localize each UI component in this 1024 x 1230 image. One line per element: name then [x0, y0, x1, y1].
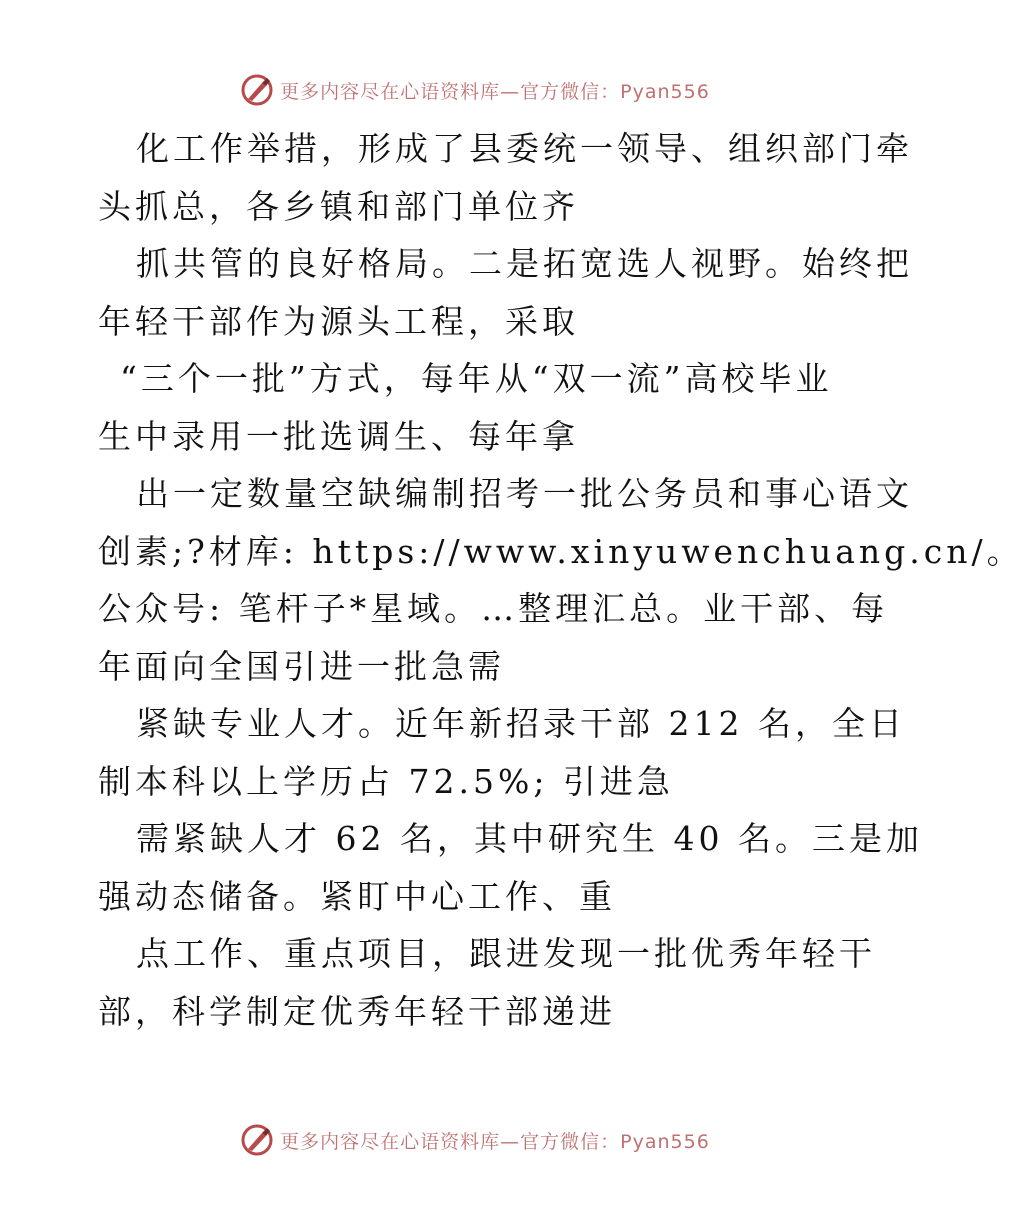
body-line: 年面向全国引进一批急需 — [98, 646, 505, 686]
body-line: 年轻干部作为源头工程，采取 — [98, 301, 579, 341]
body-line: 头抓总，各乡镇和部门单位齐 — [98, 186, 579, 226]
body-line: 部，科学制定优秀年轻干部递进 — [98, 991, 616, 1031]
body-line: 抓共管的良好格局。二是拓宽选人视野。始终把 — [136, 244, 913, 283]
pen-nib-logo-icon — [240, 1123, 274, 1157]
pen-nib-logo-icon — [240, 73, 274, 107]
footer-banner — [0, 1120, 950, 1160]
body-line: 化工作举措，形成了县委统一领导、组织部门牵 — [136, 129, 913, 168]
body-line: 生中录用一批选调生、每年拿 — [98, 416, 579, 456]
body-line: 创素;?材库: https://www.xinyuwenchuang.cn/。 — [98, 531, 1024, 571]
header-banner — [0, 70, 950, 110]
body-line: 需紧缺人才 62 名，其中研究生 40 名。三是加 — [136, 819, 923, 858]
body-line: 强动态储备。紧盯中心工作、重 — [98, 876, 616, 916]
body-line: 紧缺专业人才。近年新招录干部 212 名，全日 — [136, 704, 906, 743]
body-line: “三个一批”方式，每年从“双一流”高校毕业 — [120, 359, 833, 398]
body-line: 出一定数量空缺编制招考一批公务员和事心语文 — [136, 474, 913, 513]
footer-banner-text: 更多内容尽在心语资料库—官方微信：Pyan556 — [280, 1130, 710, 1153]
header-banner-text: 更多内容尽在心语资料库—官方微信：Pyan556 — [280, 80, 710, 103]
body-line: 公众号: 笔杆子*星域。…整理汇总。业干部、每 — [98, 589, 889, 628]
body-line: 点工作、重点项目，跟进发现一批优秀年轻干 — [136, 934, 876, 973]
document-body — [98, 120, 1024, 1040]
body-line: 制本科以上学历占 72.5%; 引进急 — [98, 761, 674, 801]
